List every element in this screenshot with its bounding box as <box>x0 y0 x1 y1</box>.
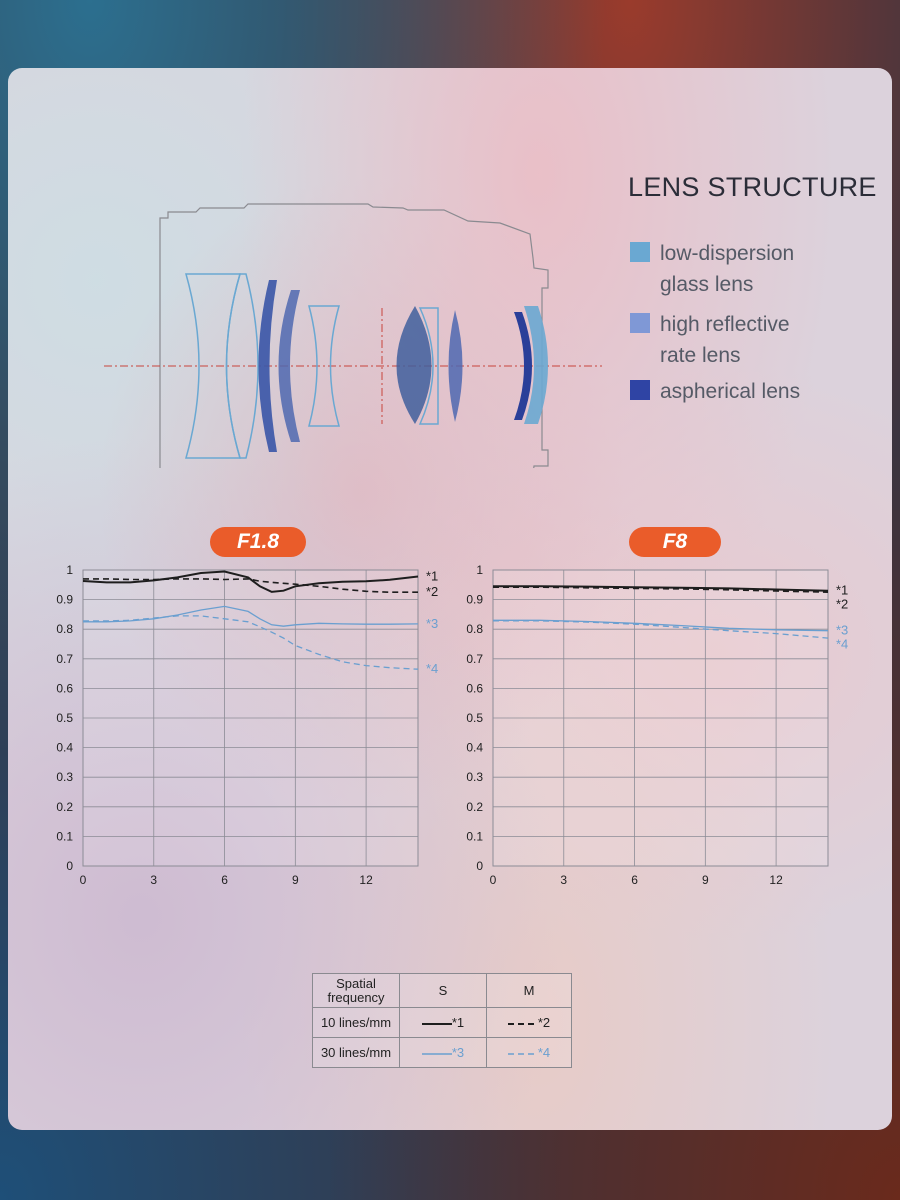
line-key-table <box>312 973 572 1068</box>
y-tick-label: 0.5 <box>466 711 483 725</box>
low-dispersion-swatch <box>630 242 650 262</box>
chart-title-f8: F8 <box>629 527 721 557</box>
x-tick-label: 3 <box>150 873 158 887</box>
dashed-line-swatch <box>508 1051 538 1057</box>
y-tick-label: 0.3 <box>466 770 483 785</box>
series-label: *3 <box>836 622 849 638</box>
y-tick-label: 0 <box>66 859 73 873</box>
y-tick-label: 0.2 <box>466 799 483 814</box>
y-tick-label: 0.3 <box>56 770 73 785</box>
y-tick-label: 1 <box>476 563 483 577</box>
y-tick-label: 0 <box>476 859 483 873</box>
row-label: 30 lines/mm <box>313 1038 400 1068</box>
lens-element-3 <box>259 280 278 452</box>
series-label: *2 <box>426 584 439 600</box>
y-tick-label: 0.6 <box>56 681 73 696</box>
y-tick-label: 1 <box>66 563 73 577</box>
x-tick-label: 9 <box>291 873 299 887</box>
x-tick-label: 6 <box>221 873 228 887</box>
y-tick-label: 0.8 <box>56 622 73 637</box>
y-tick-label: 0.9 <box>466 592 483 607</box>
x-tick-label: 0 <box>79 873 87 887</box>
mtf-chart-f8 <box>458 558 878 898</box>
chart-title-f18: F1.8 <box>210 527 306 557</box>
series-label: *2 <box>836 596 849 612</box>
header-s: S <box>400 974 487 1008</box>
x-tick-label: 6 <box>631 873 638 887</box>
table-row <box>313 1008 572 1038</box>
solid-line-swatch <box>422 1021 452 1027</box>
x-tick-label: 9 <box>701 873 709 887</box>
lens-barrel-outline <box>160 204 548 468</box>
header-spatial-frequency: Spatial frequency <box>313 974 400 1008</box>
mtf-chart-f18 <box>48 558 468 898</box>
series-label: *4 <box>836 636 849 652</box>
y-tick-label: 0.9 <box>56 592 73 607</box>
content-panel: LENS STRUCTURE low-dispersion glass lens high reflective rate lens aspherical lens F1.8 F8 0 0.1 0.2 0.3 0.4 0.5 0.6 0.7 0.8 0.9 1 0 3 6 9 12 *1 *2 *3 *4 0 0.1 0.2 0.3 0.4 0.5 0.6 0.7 0.8 0.9 1 0 3 6 9 12 *1 *2 *3 *4 Spatial frequency S M 10 lines/mm *1 *2 30 lines/mm *3 *4 <box>8 68 892 1130</box>
table-header-row <box>313 974 572 1008</box>
y-tick-label: 0.6 <box>466 681 483 696</box>
y-tick-label: 0.5 <box>56 711 73 725</box>
series-label: *4 <box>426 661 439 677</box>
y-tick-label: 0.7 <box>56 651 73 666</box>
y-tick-label: 0.7 <box>466 651 483 666</box>
x-tick-label: 12 <box>359 873 373 887</box>
dashed-line-swatch <box>508 1021 538 1027</box>
y-tick-label: 0.4 <box>466 740 483 755</box>
header-m: M <box>487 974 572 1008</box>
key-m-10: *2 <box>487 1008 572 1038</box>
series-label: *3 <box>426 615 439 631</box>
lens-element-8 <box>449 310 463 422</box>
row-label: 10 lines/mm <box>313 1008 400 1038</box>
key-s-10: *1 <box>400 1008 487 1038</box>
x-tick-label: 12 <box>769 873 783 887</box>
key-s-30: *3 <box>400 1038 487 1068</box>
series-label: *1 <box>426 568 439 584</box>
table-row <box>313 1038 572 1068</box>
y-tick-label: 0.2 <box>56 799 73 814</box>
y-tick-label: 0.1 <box>466 829 483 844</box>
solid-line-swatch <box>422 1051 452 1057</box>
x-tick-label: 0 <box>489 873 497 887</box>
high-reflective-swatch <box>630 313 650 333</box>
aspherical-swatch <box>630 380 650 400</box>
key-m-30: *4 <box>487 1038 572 1068</box>
y-tick-label: 0.4 <box>56 740 73 755</box>
series-label: *1 <box>836 582 849 598</box>
x-tick-label: 3 <box>560 873 568 887</box>
legend-title: LENS STRUCTURE <box>628 172 877 202</box>
lens-structure-diagram <box>88 138 628 468</box>
y-tick-label: 0.8 <box>466 622 483 637</box>
y-tick-label: 0.1 <box>56 829 73 844</box>
